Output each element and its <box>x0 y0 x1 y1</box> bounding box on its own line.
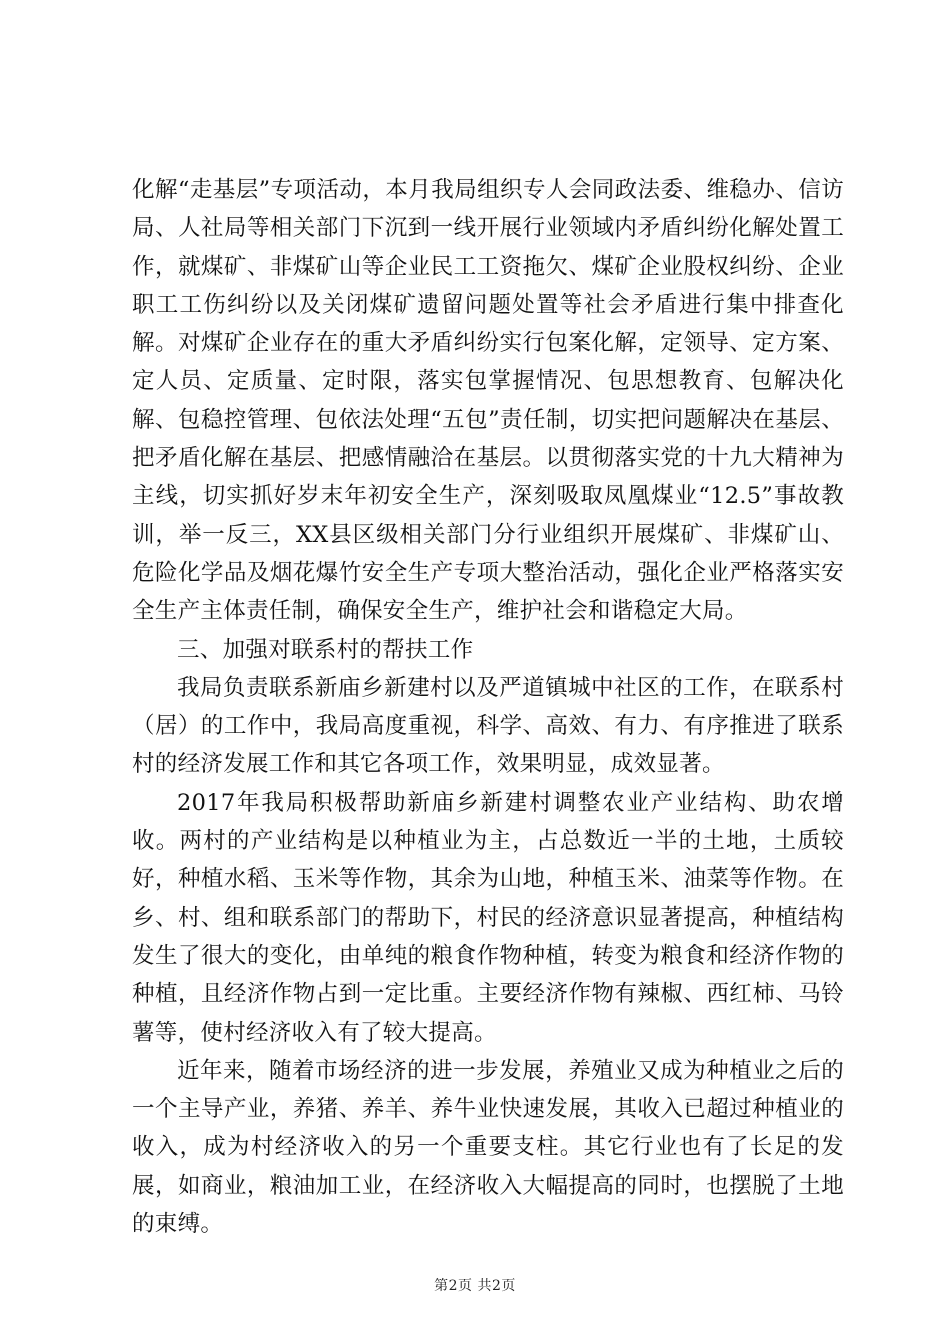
paragraph-liaison-villages: 我局负责联系新庙乡新建村以及严道镇城中社区的工作，在联系村（居）的工作中，我局高度重视，科学、高效、有力、有序推进了联系村的经济发展工作和其它各项工作，效果明显，成效显著。 <box>132 674 844 778</box>
page-number-footer: 第2页 共2页 <box>434 1278 516 1294</box>
paragraph-livestock-industry: 近年来，随着市场经济的进一步发展，养殖业又成为种植业之后的一个主导产业，养猪、养羊、养牛业快速发展，其收入已超过种植业的收入，成为村经济收入的另一个重要支柱。其它行业也有了长足的发展，如商业，粮油加工业，在经济收入大幅提高的同时，也摆脱了土地的束缚。 <box>132 1057 844 1238</box>
document-body <box>132 171 844 1243</box>
paragraph-continuation: 化解“走基层”专项活动，本月我局组织专人会同政法委、维稳办、信访局、人社局等相关部门下沉到一线开展行业领域内矛盾纠纷化解处置工作，就煤矿、非煤矿山等企业民工工资拖欠、煤矿企业股权纠纷、企业职工工伤纠纷以及关闭煤矿遗留问题处置等社会矛盾进行集中排查化解。对煤矿企业存在的重大矛盾纠纷实行包案化解，定领导、定方案、定人员、定质量、定时限，落实包掌握情况、包思想教育、包解决化解、包稳控管理、包依法处理“五包”责任制，切实把问题解决在基层、把矛盾化解在基层、把感情融洽在基层。以贯彻落实党的十九大精神为主线，切实抓好岁末年初安全生产，深刻吸取凤凰煤业“12.5”事故教训，举一反三，XX县区级相关部门分行业组织开展煤矿、非煤矿山、危险化学品及烟花爆竹安全生产专项大整治活动，强化企业严格落实安全生产主体责任制，确保安全生产，维护社会和谐稳定大局。 <box>132 177 844 625</box>
paragraph-agriculture-restructuring: 2017年我局积极帮助新庙乡新建村调整农业产业结构、助农增收。两村的产业结构是以种植业为主，占总数近一半的土地，土质较好，种植水稻、玉米等作物，其余为山地，种植玉米、油菜等作物。在乡、村、组和联系部门的帮助下，村民的经济意识显著提高，种植结构发生了很大的变化，由单纯的粮食作物种植，转变为粮食和经济作物的种植，且经济作物占到一定比重。主要经济作物有辣椒、西红柿、马铃薯等，使村经济收入有了较大提高。 <box>132 789 844 1046</box>
section-heading: 三、加强对联系村的帮扶工作 <box>177 636 474 663</box>
